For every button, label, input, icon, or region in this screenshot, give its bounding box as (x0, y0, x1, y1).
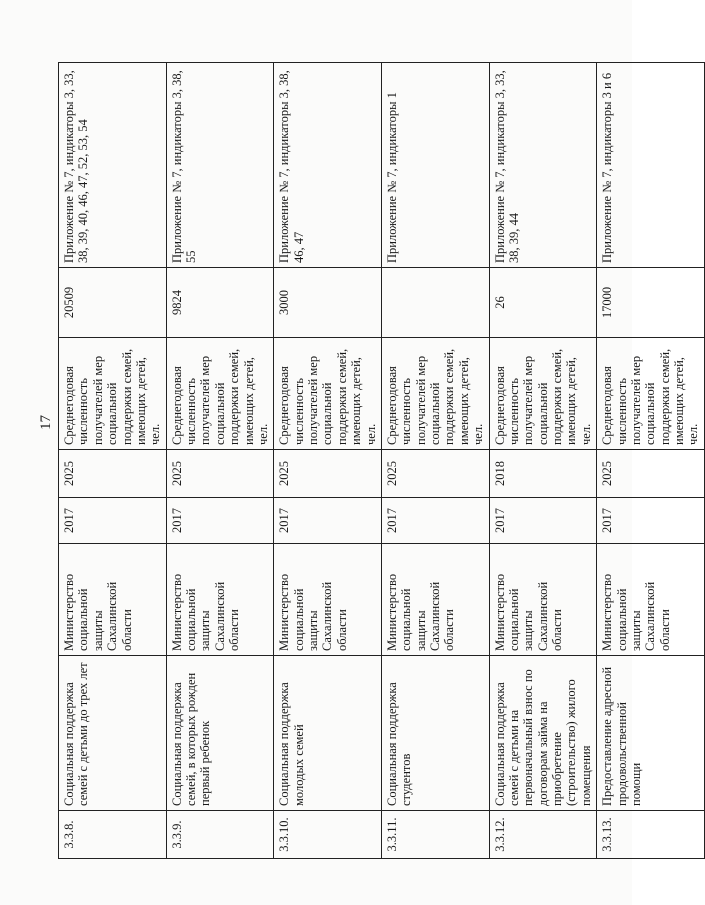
row-id: 3.3.12. (489, 811, 597, 859)
table-row (166, 63, 274, 859)
reference-cell: Приложение № 7, индикаторы 3, 33, 38, 39, 40, 46, 47, 52, 53, 54 (59, 63, 167, 268)
measures-table (58, 62, 705, 859)
reference-cell: Приложение № 7, индикаторы 1 (381, 63, 489, 268)
table-row (597, 63, 705, 859)
indicator-cell: Среднегодовая численность получателей мер социальной поддержки семей, имеющих детей, чел. (381, 338, 489, 450)
indicator-cell: Среднегодовая численность получателей мер социальной поддержки семей, имеющих детей, чел. (274, 338, 382, 450)
reference-cell: Приложение № 7, индикаторы 3, 33, 38, 39, 44 (489, 63, 597, 268)
row-id: 3.3.9. (166, 811, 274, 859)
reference-cell: Приложение № 7, индикаторы 3 и 6 (597, 63, 705, 268)
end-year-cell: 2025 (274, 450, 382, 498)
table-row (381, 63, 489, 859)
measure-cell: Предоставление адресной продовольственной помощи (597, 656, 705, 811)
measure-cell: Социальная поддержка студентов (381, 656, 489, 811)
value-cell: 17000 (597, 268, 705, 338)
reference-cell: Приложение № 7, индикаторы 3, 38, 55 (166, 63, 274, 268)
start-year-cell: 2017 (274, 498, 382, 544)
start-year-cell: 2017 (59, 498, 167, 544)
row-id: 3.3.11. (381, 811, 489, 859)
measure-cell: Социальная поддержка семей с детьми на первоначальный взнос по договорам займа на приобретение (строительство) жилого помещения (489, 656, 597, 811)
executor-cell: Министерство социальной защиты Сахалинской области (274, 544, 382, 656)
reference-cell: Приложение № 7, индикаторы 3, 38, 46, 47 (274, 63, 382, 268)
value-cell: 9824 (166, 268, 274, 338)
end-year-cell: 2025 (166, 450, 274, 498)
start-year-cell: 2017 (597, 498, 705, 544)
measure-cell: Социальная поддержка семей с детьми до трех лет (59, 656, 167, 811)
start-year-cell: 2017 (166, 498, 274, 544)
value-cell: 3000 (274, 268, 382, 338)
value-cell: 26 (489, 268, 597, 338)
end-year-cell: 2025 (59, 450, 167, 498)
rotated-table-container (58, 63, 701, 859)
end-year-cell: 2025 (381, 450, 489, 498)
page-number: 17 (38, 415, 54, 430)
value-cell: 20509 (59, 268, 167, 338)
start-year-cell: 2017 (489, 498, 597, 544)
executor-cell: Министерство социальной защиты Сахалинской области (489, 544, 597, 656)
measure-cell: Социальная поддержка молодых семей (274, 656, 382, 811)
executor-cell: Министерство социальной защиты Сахалинской области (166, 544, 274, 656)
indicator-cell: Среднегодовая численность получателей мер социальной поддержки семей, имеющих детей, чел. (59, 338, 167, 450)
executor-cell: Министерство социальной защиты Сахалинской области (59, 544, 167, 656)
executor-cell: Министерство социальной защиты Сахалинской области (381, 544, 489, 656)
start-year-cell: 2017 (381, 498, 489, 544)
measure-cell: Социальная поддержка семей, в которых рожден первый ребенок (166, 656, 274, 811)
table-row (489, 63, 597, 859)
table-row (59, 63, 167, 859)
end-year-cell: 2025 (597, 450, 705, 498)
table-row (274, 63, 382, 859)
end-year-cell: 2018 (489, 450, 597, 498)
indicator-cell: Среднегодовая численность получателей мер социальной поддержки семей, имеющих детей, чел. (166, 338, 274, 450)
row-id: 3.3.8. (59, 811, 167, 859)
executor-cell: Министерство социальной защиты Сахалинской области (597, 544, 705, 656)
indicator-cell: Среднегодовая численность получателей мер социальной поддержки семей, имеющих детей, чел. (489, 338, 597, 450)
row-id: 3.3.10. (274, 811, 382, 859)
indicator-cell: Среднегодовая численность получателей мер социальной поддержки семей, имеющих детей, чел. (597, 338, 705, 450)
value-cell (381, 268, 489, 338)
row-id: 3.3.13. (597, 811, 705, 859)
